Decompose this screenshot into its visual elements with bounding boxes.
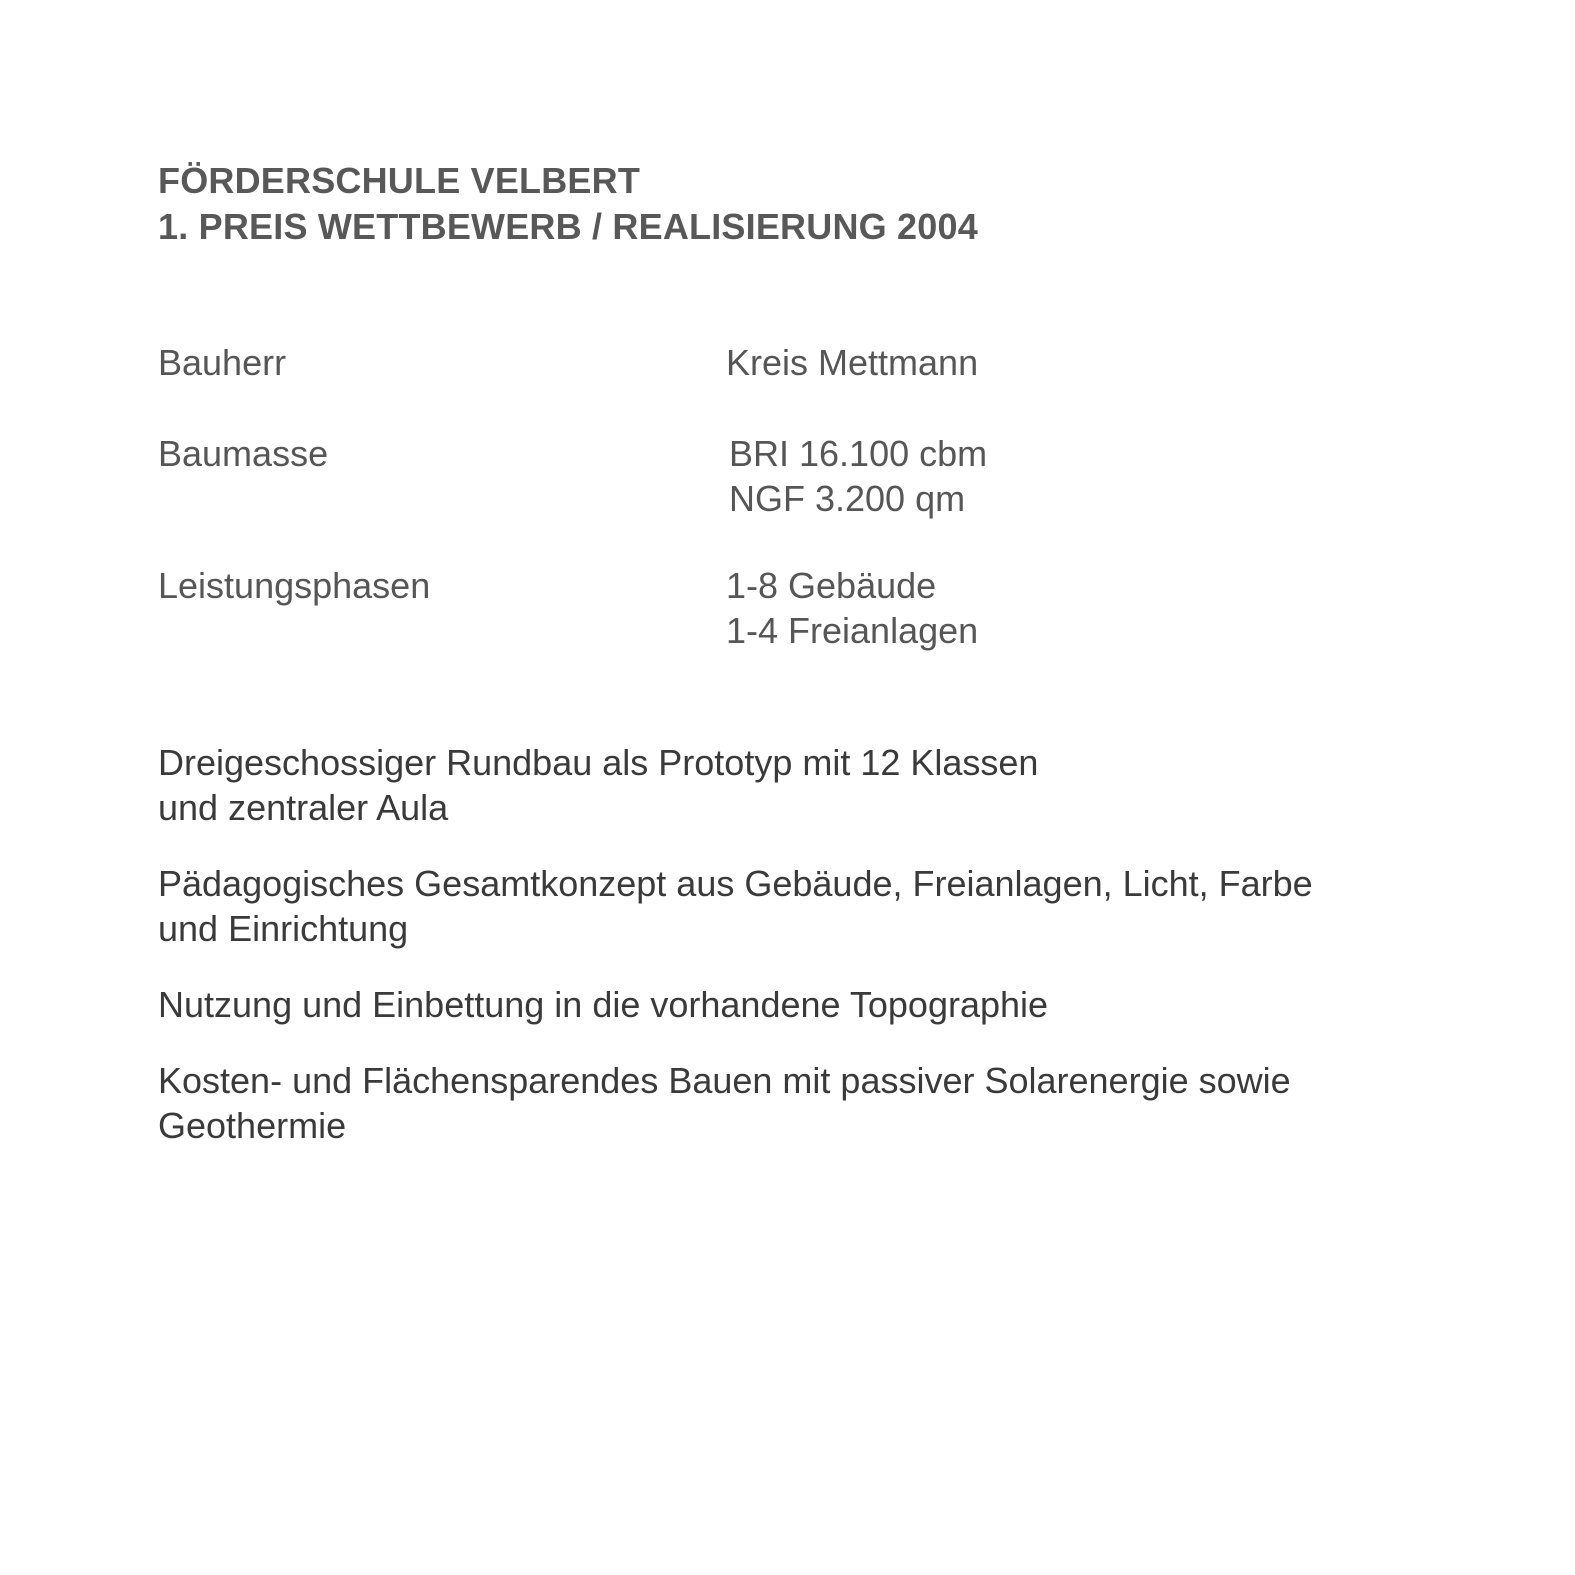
description-line: Pädagogisches Gesamtkonzept aus Gebäude, Freianlagen, Licht, Farbe: [158, 863, 1313, 904]
description-line: Nutzung und Einbettung in die vorhandene Topographie: [158, 984, 1049, 1025]
fact-label: Bauherr: [158, 342, 287, 383]
fact-value-line: BRI 16.100 cbm: [729, 433, 988, 474]
fact-label: Baumasse: [158, 433, 329, 474]
description-paragraph: [158, 982, 1448, 1027]
description-paragraph: [158, 740, 1448, 830]
description-paragraph: [158, 861, 1448, 951]
fact-value-line: NGF 3.200 qm: [729, 478, 966, 519]
page-title: [158, 158, 978, 250]
fact-value-line: 1-8 Gebäude: [726, 565, 937, 606]
description-line: und Einrichtung: [158, 908, 409, 949]
description-paragraph: [158, 1058, 1448, 1148]
fact-value: [726, 563, 978, 653]
fact-label: Leistungsphasen: [158, 565, 431, 606]
fact-value-line: 1-4 Freianlagen: [726, 610, 979, 651]
project-description: [158, 740, 1448, 1179]
title-line-project: FÖRDERSCHULE VELBERT: [158, 160, 641, 201]
description-line: Geothermie: [158, 1105, 347, 1146]
fact-value-line: Kreis Mettmann: [726, 342, 979, 383]
fact-value: [729, 431, 987, 521]
description-line: und zentraler Aula: [158, 787, 449, 828]
title-line-award: 1. PREIS WETTBEWERB / REALISIERUNG 2004: [158, 206, 978, 247]
description-line: Dreigeschossiger Rundbau als Prototyp mit 12 Klassen: [158, 742, 1039, 783]
fact-value: [726, 340, 978, 385]
description-line: Kosten- und Flächensparendes Bauen mit passiver Solarenergie sowie: [158, 1060, 1291, 1101]
